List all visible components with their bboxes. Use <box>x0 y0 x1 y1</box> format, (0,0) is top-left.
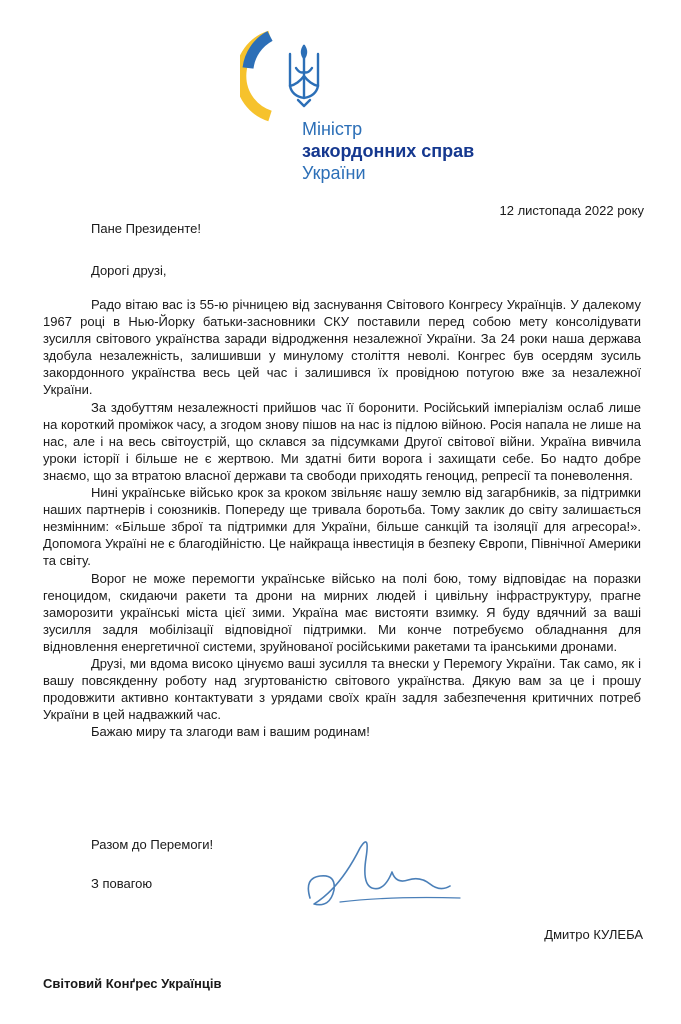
letter-date: 12 листопада 2022 року <box>499 203 644 218</box>
salutation: Пане Президенте! <box>91 221 201 236</box>
ministry-title <box>302 118 474 184</box>
ministry-logo <box>240 28 340 124</box>
ministry-line-1: Міністр <box>302 119 363 139</box>
letter-body <box>43 296 641 740</box>
paragraph: Нині українське військо крок за кроком звільняє нашу землю від загарбників, за підтримки наших партнерів і союзників. Попереду ще тривала боротьба. Тому заклик до світу залишається незмінним: «Більше зброї та підтримки для України, більше санкцій та ізоляції для агресора!». Допомога Україні не є благодійністю. Це найкраща інвестиція в безпеку Європи, Північної Америки та світу. <box>43 485 641 569</box>
ministry-line-3: України <box>302 163 366 183</box>
ministry-line-2: закордонних справ <box>302 141 475 161</box>
paragraph: Радо вітаю вас із 55-ю річницею від заснування Світового Конгресу Українців. У далекому 1967 році в Нью-Йорку батьки-засновники СКУ поставили перед собою мету консолідувати зусилля світового українства заради відродження незалежної України. За 24 роки наша держава здобула незалежність, залишивши у минулому століття неволі. Конгрес був осердям зусиль закордонного українства весь цей час і залишився їх провідною потугою вже за незалежної України. <box>43 297 641 398</box>
signer-name: Дмитро КУЛЕБА <box>544 927 643 942</box>
paragraph: Ворог не може перемогти українське військо на полі бою, тому відповідає на поразки геноцидом, скидаючи ракети та дрони на мирних людей і цивільну інфраструктуру, прагне заморозити українські міста цієї зими. Україна має вистояти взимку. Я буду вдячний за ваші зусилля задля мобілізації відповідної підтримки. Ми конче потребуємо обладнання для відновлення енергетичної системи, зруйнованої російськими ракетами та іранськими дронами. <box>43 570 641 654</box>
paragraph: Бажаю миру та злагоди вам і вашим родинам! <box>91 724 370 740</box>
regards-line: З повагою <box>91 876 153 891</box>
paragraph: Друзі, ми вдома високо цінуємо ваші зусилля та внески у Перемогу України. Так само, як і вашу повсякденну роботу над згуртованістю світового українства. Дякую вам за це і прошу продовжити активно контактувати з урядами своїх країн задля забезпечення критичних потреб України в цей надважкий час. <box>43 655 641 723</box>
handwritten-signature <box>300 828 470 918</box>
footer-recipient: Світовий Конґрес Українців <box>43 976 222 991</box>
closing-line: Разом до Перемоги! <box>91 837 214 852</box>
paragraph: За здобуттям незалежності прийшов час її боронити. Російський імперіалізм ослаб лише на короткий проміжок часу, а згодом знову пішов на нас із підлою війною. Росія напала не лише на нас, але і на весь світоустрій, що склався за підсумками Другої світової війни. Україна вивчила уроки історії і більше не є жертвою. Ми здатні бити ворога і захищати себе. Бо надто добре знаємо, що за втратою власної держави та свободи приходять геноцид, репресії та поневолення. <box>43 399 641 483</box>
greeting: Дорогі друзі, <box>91 263 167 278</box>
trident-icon <box>290 46 318 106</box>
